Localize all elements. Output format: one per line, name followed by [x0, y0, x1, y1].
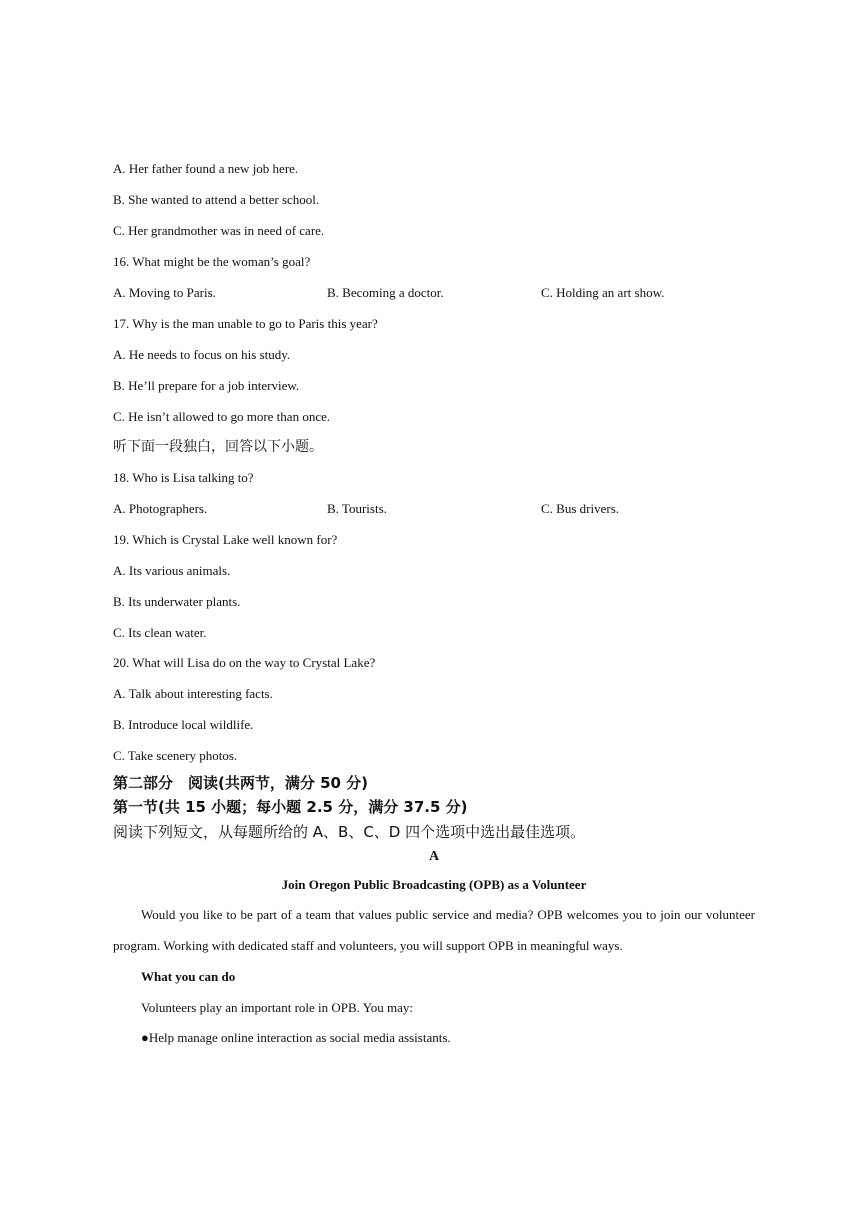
q17-option-c: C. He isn’t allowed to go more than once.	[113, 409, 331, 424]
q18-option-c: C. Bus drivers.	[541, 501, 619, 516]
monologue-instruction: 听下面一段独白，回答以下小题。	[113, 439, 323, 455]
q18-question: 18. Who is Lisa talking to?	[113, 470, 254, 485]
q18-option-a: A. Photographers.	[113, 501, 208, 516]
section1-heading: 第一节(共 15 小题；每小题 2.5 分，满分 37.5 分)	[113, 798, 468, 816]
passage-letter: A	[428, 849, 440, 864]
volunteer-lead: Volunteers play an important role in OPB. You may:	[141, 1000, 414, 1015]
q16-option-b: B. Becoming a doctor.	[327, 285, 444, 300]
q17-option-b: B. He’ll prepare for a job interview.	[113, 378, 300, 393]
q19-question: 19. Which is Crystal Lake well known for?	[113, 532, 338, 547]
passage-intro: Would you like to be part of a team that values public service and media? OPB welcomes you to join our volunteer program. Working with dedicated staff and volunteers, you will support OPB in meaningful ways.	[113, 907, 755, 953]
q20-option-a: A. Talk about interesting facts.	[113, 686, 273, 701]
q20-option-b: B. Introduce local wildlife.	[113, 717, 254, 732]
q15-option-c: C. Her grandmother was in need of care.	[113, 223, 325, 238]
q19-option-a: A. Its various animals.	[113, 563, 231, 578]
q16-option-a: A. Moving to Paris.	[113, 285, 216, 300]
q19-option-c: C. Its clean water.	[113, 625, 207, 640]
q15-option-a: A. Her father found a new job here.	[113, 161, 299, 176]
q15-option-b: B. She wanted to attend a better school.	[113, 192, 320, 207]
q17-option-a: A. He needs to focus on his study.	[113, 347, 291, 362]
q18-option-b: B. Tourists.	[327, 501, 387, 516]
q20-question: 20. What will Lisa do on the way to Crystal Lake?	[113, 655, 376, 670]
q17-question: 17. Why is the man unable to go to Paris this year?	[113, 316, 378, 331]
subheading-what-you-can-do: What you can do	[141, 969, 236, 984]
q16-question: 16. What might be the woman’s goal?	[113, 254, 311, 269]
q19-option-b: B. Its underwater plants.	[113, 594, 241, 609]
passage-title: Join Oregon Public Broadcasting (OPB) as a Volunteer	[281, 877, 587, 892]
bullet-item: ●Help manage online interaction as social media assistants.	[141, 1030, 451, 1045]
q20-option-c: C. Take scenery photos.	[113, 748, 238, 763]
q16-option-c: C. Holding an art show.	[541, 285, 665, 300]
reading-instruction: 阅读下列短文，从每题所给的 A、B、C、D 四个选项中选出最佳选项。	[113, 823, 586, 841]
part2-heading: 第二部分 阅读(共两节，满分 50 分)	[113, 774, 369, 792]
